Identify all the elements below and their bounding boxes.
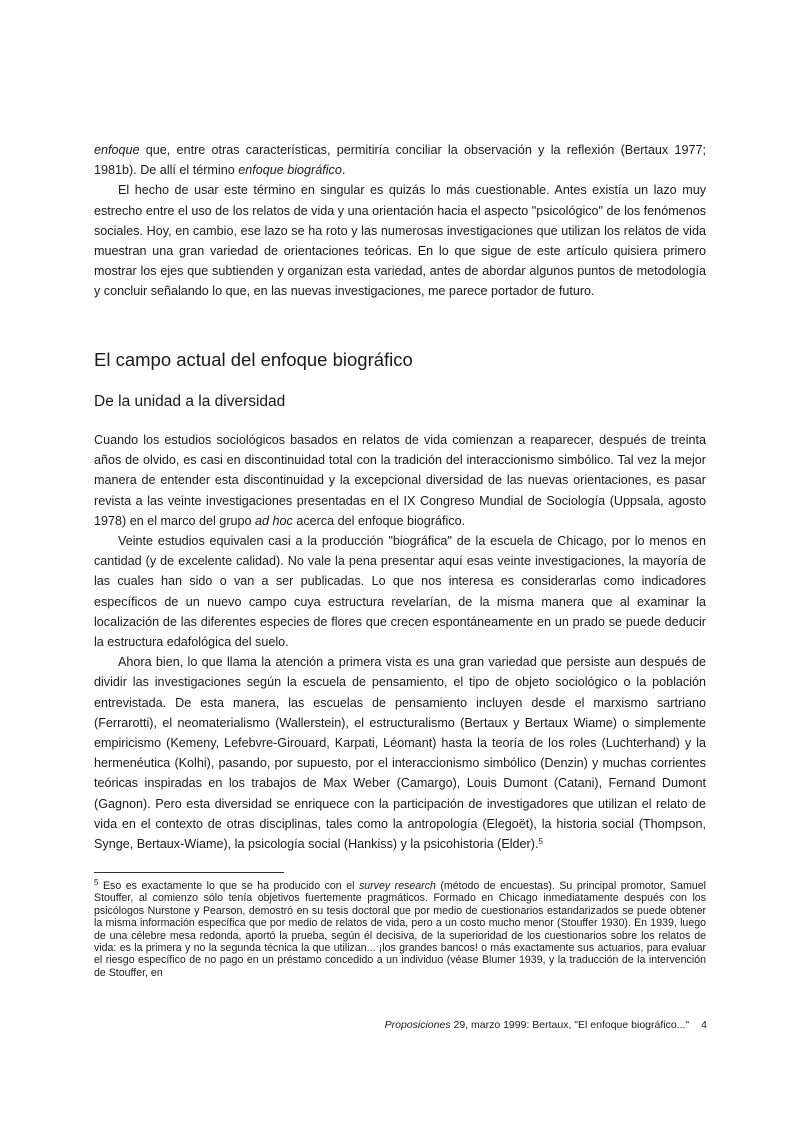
paragraph-text: Ahora bien, lo que llama la atención a primera vista es una gran variedad que persiste aun después de dividir las investigaciones según la escuela de pensamiento, el tipo de objeto sociológico o la población entrevistada. De esta manera, las escuelas de pensamiento incluyen desde el marxismo sartriano (Ferrarotti), el neomaterialismo (Wallerstein), el estructuralismo (Bertaux y Bertaux Wiame) o simplemente empiricismo (Kemeny, Lefebvre-Girouard, Karpati, Léomant) hasta la teoría de los roles (Luchterhand) y la hermenéutica (Kolhi), pasando, por supuesto, por el interaccionismo simbólico (Denzin) y muchas corrientes teóricas inspiradas en los trabajos de Max Weber (Camargo), Louis Dumont (Catani), Fernand Dumont (Gagnon). Pero esta diversidad se enriquece con la participación de investigadores que utilizan el relato de vida en el contexto de otras disciplinas, tales como la antropología (Elegoët), la historia social (Thompson, Synge, Bertaux-Wiame), la psicología social (Hankiss) y la psicohistoria (Elder). [94, 655, 706, 852]
emphasis: ad hoc [255, 513, 293, 528]
intro-text [94, 140, 706, 302]
footnote-text: (método de encuestas). Su principal promotor, Samuel Stouffer, al comienzo sólo tenía objetivos fuertemente pragmáticos. Formado en Chicago inmediatamente después con los psicólogos Nurstone y Pearson, demostró en su tesis doctoral que por medio de cuestionarios estandarizados se puede obtener la misma información específica que por medio de relatos de vida, pero a un costo mucho menor (Stouffer 1930). En 1939, luego de una célebre mesa redonda, aportó la prueba, según él decisiva, de la superioridad de los cuestionarios sobre los relatos de vida: es la primera y no la segunda técnica la que utilizan... ¡los grandes bancos! o más exactamente sus actuarios, para evaluar el riesgo específico de no pago en un préstamo concedido a un individuo (véase Blumer 1939, y la traducción de la intervención de Stouffer, en [94, 880, 706, 979]
body-paragraph-3 [94, 652, 706, 854]
footer-citation: 29, marzo 1999: Bertaux, "El enfoque biográfico..." [450, 1019, 690, 1031]
page-number: 4 [701, 1019, 707, 1031]
intro-paragraph-2: El hecho de usar este término en singular es quizás lo más cuestionable. Antes existía un lazo muy estrecho entre el uso de los relatos de vida y una orientación hacia el aspecto "psicológico" de los fenómenos sociales. Hoy, en cambio, ese lazo se ha roto y las numerosas investigaciones que utilizan los relatos de vida muestran una gran variedad de orientaciones teóricas. En lo que sigue de este artículo quisiera primero mostrar los ejes que subtienden y organizan esta variedad, antes de abordar algunos puntos de metodología y concluir señalando lo que, en las nuevas investigaciones, me parece portador de futuro. [94, 183, 706, 299]
intro-paragraph-1 [94, 140, 706, 180]
paragraph-text: . [341, 163, 346, 178]
body-paragraph-2: Veinte estudios equivalen casi a la producción "biográfica" de la escuela de Chicago, por lo menos en cantidad (y de excelente calidad). No vale la pena presentar aquí esas veinte investigaciones, la mayoría de las cuales han sido o van a ser publicadas. Lo que nos interesa es considerarlas como indicadores específicos de un nuevo campo cuya estructura revelarían, de la misma manera que al examinar la localización de las diferentes especies de flores que crecen espontáneamente en un prado se puede deducir la estructura edafológica del suelo. [94, 534, 706, 650]
page-footer [385, 1018, 707, 1032]
footnote-text: Eso es exactamente lo que se ha producido con el [98, 880, 359, 892]
body-paragraph-1 [94, 430, 706, 531]
footnote-divider [94, 872, 284, 873]
paragraph-text: Cuando los estudios sociológicos basados en relatos de vida comienzan a reaparecer, después de treinta años de olvido, es casi en discontinuidad total con la tradición del interaccionismo simbólico. Tal vez la mejor manera de entender esta discontinuidad y la excepcional diversidad de las nuevas orientaciones, es pasar revista a las veinte investigaciones presentadas en el IX Congreso Mundial de Sociología (Uppsala, agosto 1978) en el marco del grupo [94, 433, 706, 528]
footnote-reference[interactable]: 5 [538, 837, 543, 847]
footnote-marker: 5 [94, 878, 99, 887]
journal-name: Proposiciones [384, 1019, 451, 1031]
paragraph-text: que, entre otras características, permitiría conciliar la observación y la reflexión (Bertaux 1977; 1981b). De allí el término [94, 143, 706, 178]
section-title: El campo actual del enfoque biográfico [94, 349, 413, 370]
body-text [94, 430, 706, 854]
subsection-title: De la unidad a la diversidad [94, 393, 286, 410]
emphasis: survey research [358, 880, 436, 892]
emphasis: enfoque [94, 143, 140, 157]
emphasis: enfoque biográfico [238, 163, 342, 178]
footnote [94, 880, 706, 979]
paragraph-text: acerca del enfoque biográfico. [292, 513, 466, 528]
footnote-paragraph [94, 880, 706, 979]
